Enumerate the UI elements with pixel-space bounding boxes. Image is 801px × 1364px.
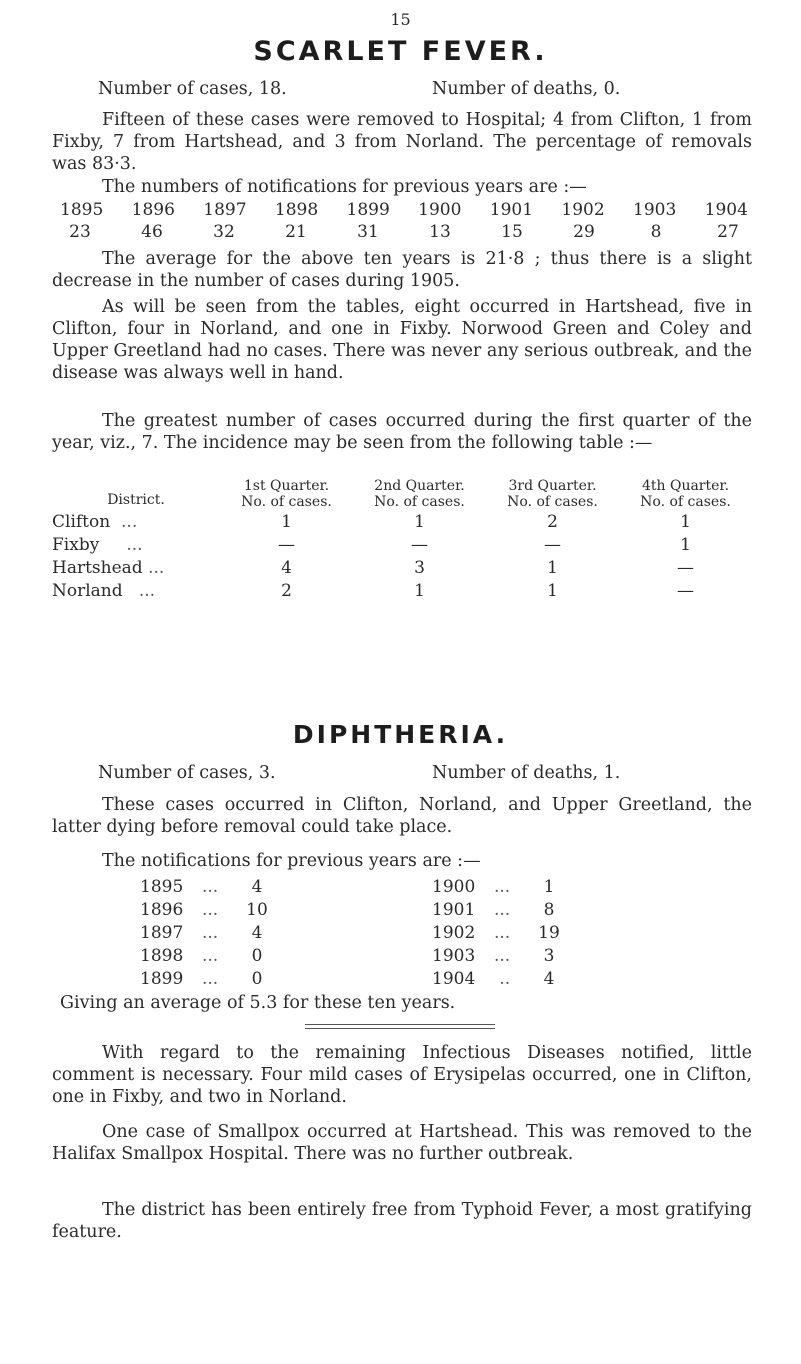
table-row xyxy=(432,875,564,898)
cases-cell: — xyxy=(278,534,295,555)
leader-dots: ... xyxy=(115,511,138,532)
table-row xyxy=(140,967,272,990)
scarlet-average-paragraph xyxy=(52,248,752,292)
quarter-label: 3rd Quarter. xyxy=(508,478,597,494)
cases-cell: 1 xyxy=(281,511,292,532)
year-cell: 1899 xyxy=(346,200,390,220)
table-row xyxy=(432,898,564,921)
count-cell: 21 xyxy=(285,222,307,242)
year-cell: 1897 xyxy=(140,922,184,943)
table-row xyxy=(140,875,272,898)
scarlet-deaths-count: Number of deaths, 0. xyxy=(432,79,621,99)
district-name: Hartshead xyxy=(52,557,143,578)
district-cell xyxy=(52,510,220,533)
district-cell xyxy=(52,556,220,579)
leader-dots: ... xyxy=(104,534,143,555)
table-row xyxy=(432,967,564,990)
leader-dots: ... xyxy=(202,945,219,966)
count-cell: 3 xyxy=(543,945,555,966)
count-cell: 32 xyxy=(213,222,235,242)
count-cell: 1 xyxy=(543,876,555,897)
leader-dots: ... xyxy=(494,899,511,920)
leader-dots: ... xyxy=(494,945,511,966)
cases-cell: 2 xyxy=(281,580,292,601)
district-name: Fixby xyxy=(52,534,100,555)
cases-cell: 1 xyxy=(414,511,425,532)
leader-dots: ... xyxy=(202,899,219,920)
count-cell: 29 xyxy=(573,222,595,242)
leader-dots: ... xyxy=(202,876,219,897)
leader-dots: .. xyxy=(494,968,511,989)
cases-cell: 1 xyxy=(547,580,558,601)
scarlet-distribution-text: As will be seen from the tables, eight occurred in Hartshead, five in Clifton, four in Norland, and one in Fixby. Norwood Green and Coley and Upper Greetland had no cases. There was never any serious outbreak, and the disease was always well in hand. xyxy=(52,297,752,383)
count-cell: 8 xyxy=(650,222,662,242)
section-divider xyxy=(305,1024,495,1025)
scarlet-cases-count: Number of cases, 18. xyxy=(98,79,287,99)
table-row xyxy=(432,944,564,967)
cases-cell: 1 xyxy=(680,511,691,532)
count-cell: 19 xyxy=(538,922,560,943)
quarter-sublabel: No. of cases. xyxy=(241,494,332,510)
smallpox-text: One case of Smallpox occurred at Hartshead. This was removed to the Halifax Smallpox Hospital. There was no further outbreak. xyxy=(52,1122,752,1164)
leader-dots: ... xyxy=(202,968,219,989)
table-row xyxy=(52,579,752,602)
cases-cell: 2 xyxy=(547,511,558,532)
scarlet-quarter-text: The greatest number of cases occurred during the first quarter of the year, viz., 7. The incidence may be seen from the following table :— xyxy=(52,411,752,453)
scarlet-quarter-paragraph xyxy=(52,410,752,454)
diphtheria-cases-paragraph xyxy=(52,794,752,838)
year-cell: 1903 xyxy=(432,945,476,966)
count-cell: 23 xyxy=(69,222,91,242)
year-cell: 1895 xyxy=(140,876,184,897)
year-cell: 1904 xyxy=(432,968,476,989)
cases-cell: — xyxy=(411,534,428,555)
cases-cell: 1 xyxy=(680,534,691,555)
district-cell xyxy=(52,533,220,556)
year-cell: 1896 xyxy=(131,200,175,220)
scarlet-average-text: The average for the above ten years is 21·8 ; thus there is a slight decrease in the number of cases during 1905. xyxy=(52,249,752,291)
district-header: District. xyxy=(107,492,165,508)
diphtheria-heading: DIPHTHERIA. xyxy=(292,720,509,749)
scarlet-removals-paragraph xyxy=(52,109,752,175)
scarlet-fever-heading: SCARLET FEVER. xyxy=(253,36,548,67)
table-header-row xyxy=(52,478,752,510)
diphtheria-cases-count: Number of cases, 3. xyxy=(98,763,276,783)
count-cell: 4 xyxy=(543,968,555,989)
cases-cell: 1 xyxy=(414,580,425,601)
count-cell: 8 xyxy=(543,899,555,920)
table-row xyxy=(432,921,564,944)
page-number: 15 xyxy=(390,10,411,29)
quarterly-cases-table xyxy=(52,478,752,602)
year-cell: 1898 xyxy=(140,945,184,966)
section-divider xyxy=(305,1028,495,1029)
leader-dots: ... xyxy=(128,580,156,601)
typhoid-paragraph xyxy=(52,1199,752,1243)
scarlet-years-row xyxy=(60,200,748,220)
scarlet-removals-text: Fifteen of these cases were removed to Hospital; 4 from Clifton, 1 from Fixby, 7 from Hartshead, and 3 from Norland. The percentage of removals was 83·3. xyxy=(52,110,752,174)
year-cell: 1900 xyxy=(418,200,462,220)
quarter-header xyxy=(619,478,752,510)
table-row xyxy=(52,556,752,579)
diphtheria-notifications-right xyxy=(432,875,564,990)
cases-cell: 4 xyxy=(281,557,292,578)
cases-cell: 1 xyxy=(547,557,558,578)
quarter-sublabel: No. of cases. xyxy=(640,494,731,510)
count-cell: 27 xyxy=(717,222,739,242)
leader-dots: ... xyxy=(494,876,511,897)
typhoid-text: The district has been entirely free from Typhoid Fever, a most gratifying feature. xyxy=(52,1200,752,1242)
year-cell: 1902 xyxy=(561,200,605,220)
leader-dots: ... xyxy=(494,922,511,943)
table-row xyxy=(140,944,272,967)
scarlet-counts-row xyxy=(60,222,748,242)
count-cell: 0 xyxy=(251,945,263,966)
smallpox-paragraph xyxy=(52,1121,752,1165)
year-cell: 1901 xyxy=(432,899,476,920)
year-cell: 1904 xyxy=(704,200,748,220)
scarlet-distribution-paragraph xyxy=(52,296,752,384)
diphtheria-notifications-left xyxy=(140,875,272,990)
cases-cell: — xyxy=(544,534,561,555)
count-cell: 4 xyxy=(251,876,263,897)
count-cell: 13 xyxy=(429,222,451,242)
quarter-sublabel: No. of cases. xyxy=(507,494,598,510)
diphtheria-deaths-count: Number of deaths, 1. xyxy=(432,763,621,783)
year-cell: 1901 xyxy=(489,200,534,220)
year-cell: 1900 xyxy=(432,876,476,897)
leader-dots: ... xyxy=(148,557,165,578)
count-cell: 15 xyxy=(501,222,523,242)
table-row xyxy=(52,510,752,533)
diphtheria-cases-text: These cases occurred in Clifton, Norland, and Upper Greetland, the latter dying before removal could take place. xyxy=(52,795,752,837)
scarlet-previous-years-intro: The numbers of notifications for previous years are :— xyxy=(102,177,587,197)
cases-cell: 3 xyxy=(414,557,425,578)
quarter-label: 4th Quarter. xyxy=(641,478,730,494)
year-cell: 1898 xyxy=(274,200,319,220)
quarter-label: 2nd Quarter. xyxy=(374,478,465,494)
year-cell: 1902 xyxy=(432,922,476,943)
district-name: Norland xyxy=(52,580,123,601)
other-diseases-text: With regard to the remaining Infectious Diseases notified, little comment is necessary. Four mild cases of Erysipelas occurred, one in Clifton, one in Fixby, and two in Norland. xyxy=(52,1043,752,1107)
count-cell: 10 xyxy=(246,899,268,920)
diphtheria-average: Giving an average of 5.3 for these ten years. xyxy=(60,993,456,1013)
cases-cell: — xyxy=(677,557,694,578)
year-cell: 1896 xyxy=(140,899,184,920)
table-row xyxy=(52,533,752,556)
district-cell xyxy=(52,579,220,602)
district-name: Clifton xyxy=(52,511,111,532)
year-cell: 1903 xyxy=(633,200,677,220)
count-cell: 0 xyxy=(251,968,263,989)
diphtheria-previous-years-intro: The notifications for previous years are :— xyxy=(102,851,481,871)
count-cell: 4 xyxy=(251,922,263,943)
cases-cell: — xyxy=(677,580,694,601)
other-diseases-paragraph xyxy=(52,1042,752,1108)
quarter-header xyxy=(353,478,486,510)
quarter-header xyxy=(220,478,353,510)
quarter-sublabel: No. of cases. xyxy=(374,494,465,510)
leader-dots: ... xyxy=(202,922,219,943)
table-row xyxy=(140,921,272,944)
quarter-header xyxy=(486,478,619,510)
year-cell: 1897 xyxy=(203,200,247,220)
year-cell: 1895 xyxy=(60,200,104,220)
count-cell: 46 xyxy=(141,222,163,242)
year-cell: 1899 xyxy=(140,968,184,989)
count-cell: 31 xyxy=(357,222,379,242)
table-row xyxy=(140,898,272,921)
quarter-label: 1st Quarter. xyxy=(243,478,330,494)
